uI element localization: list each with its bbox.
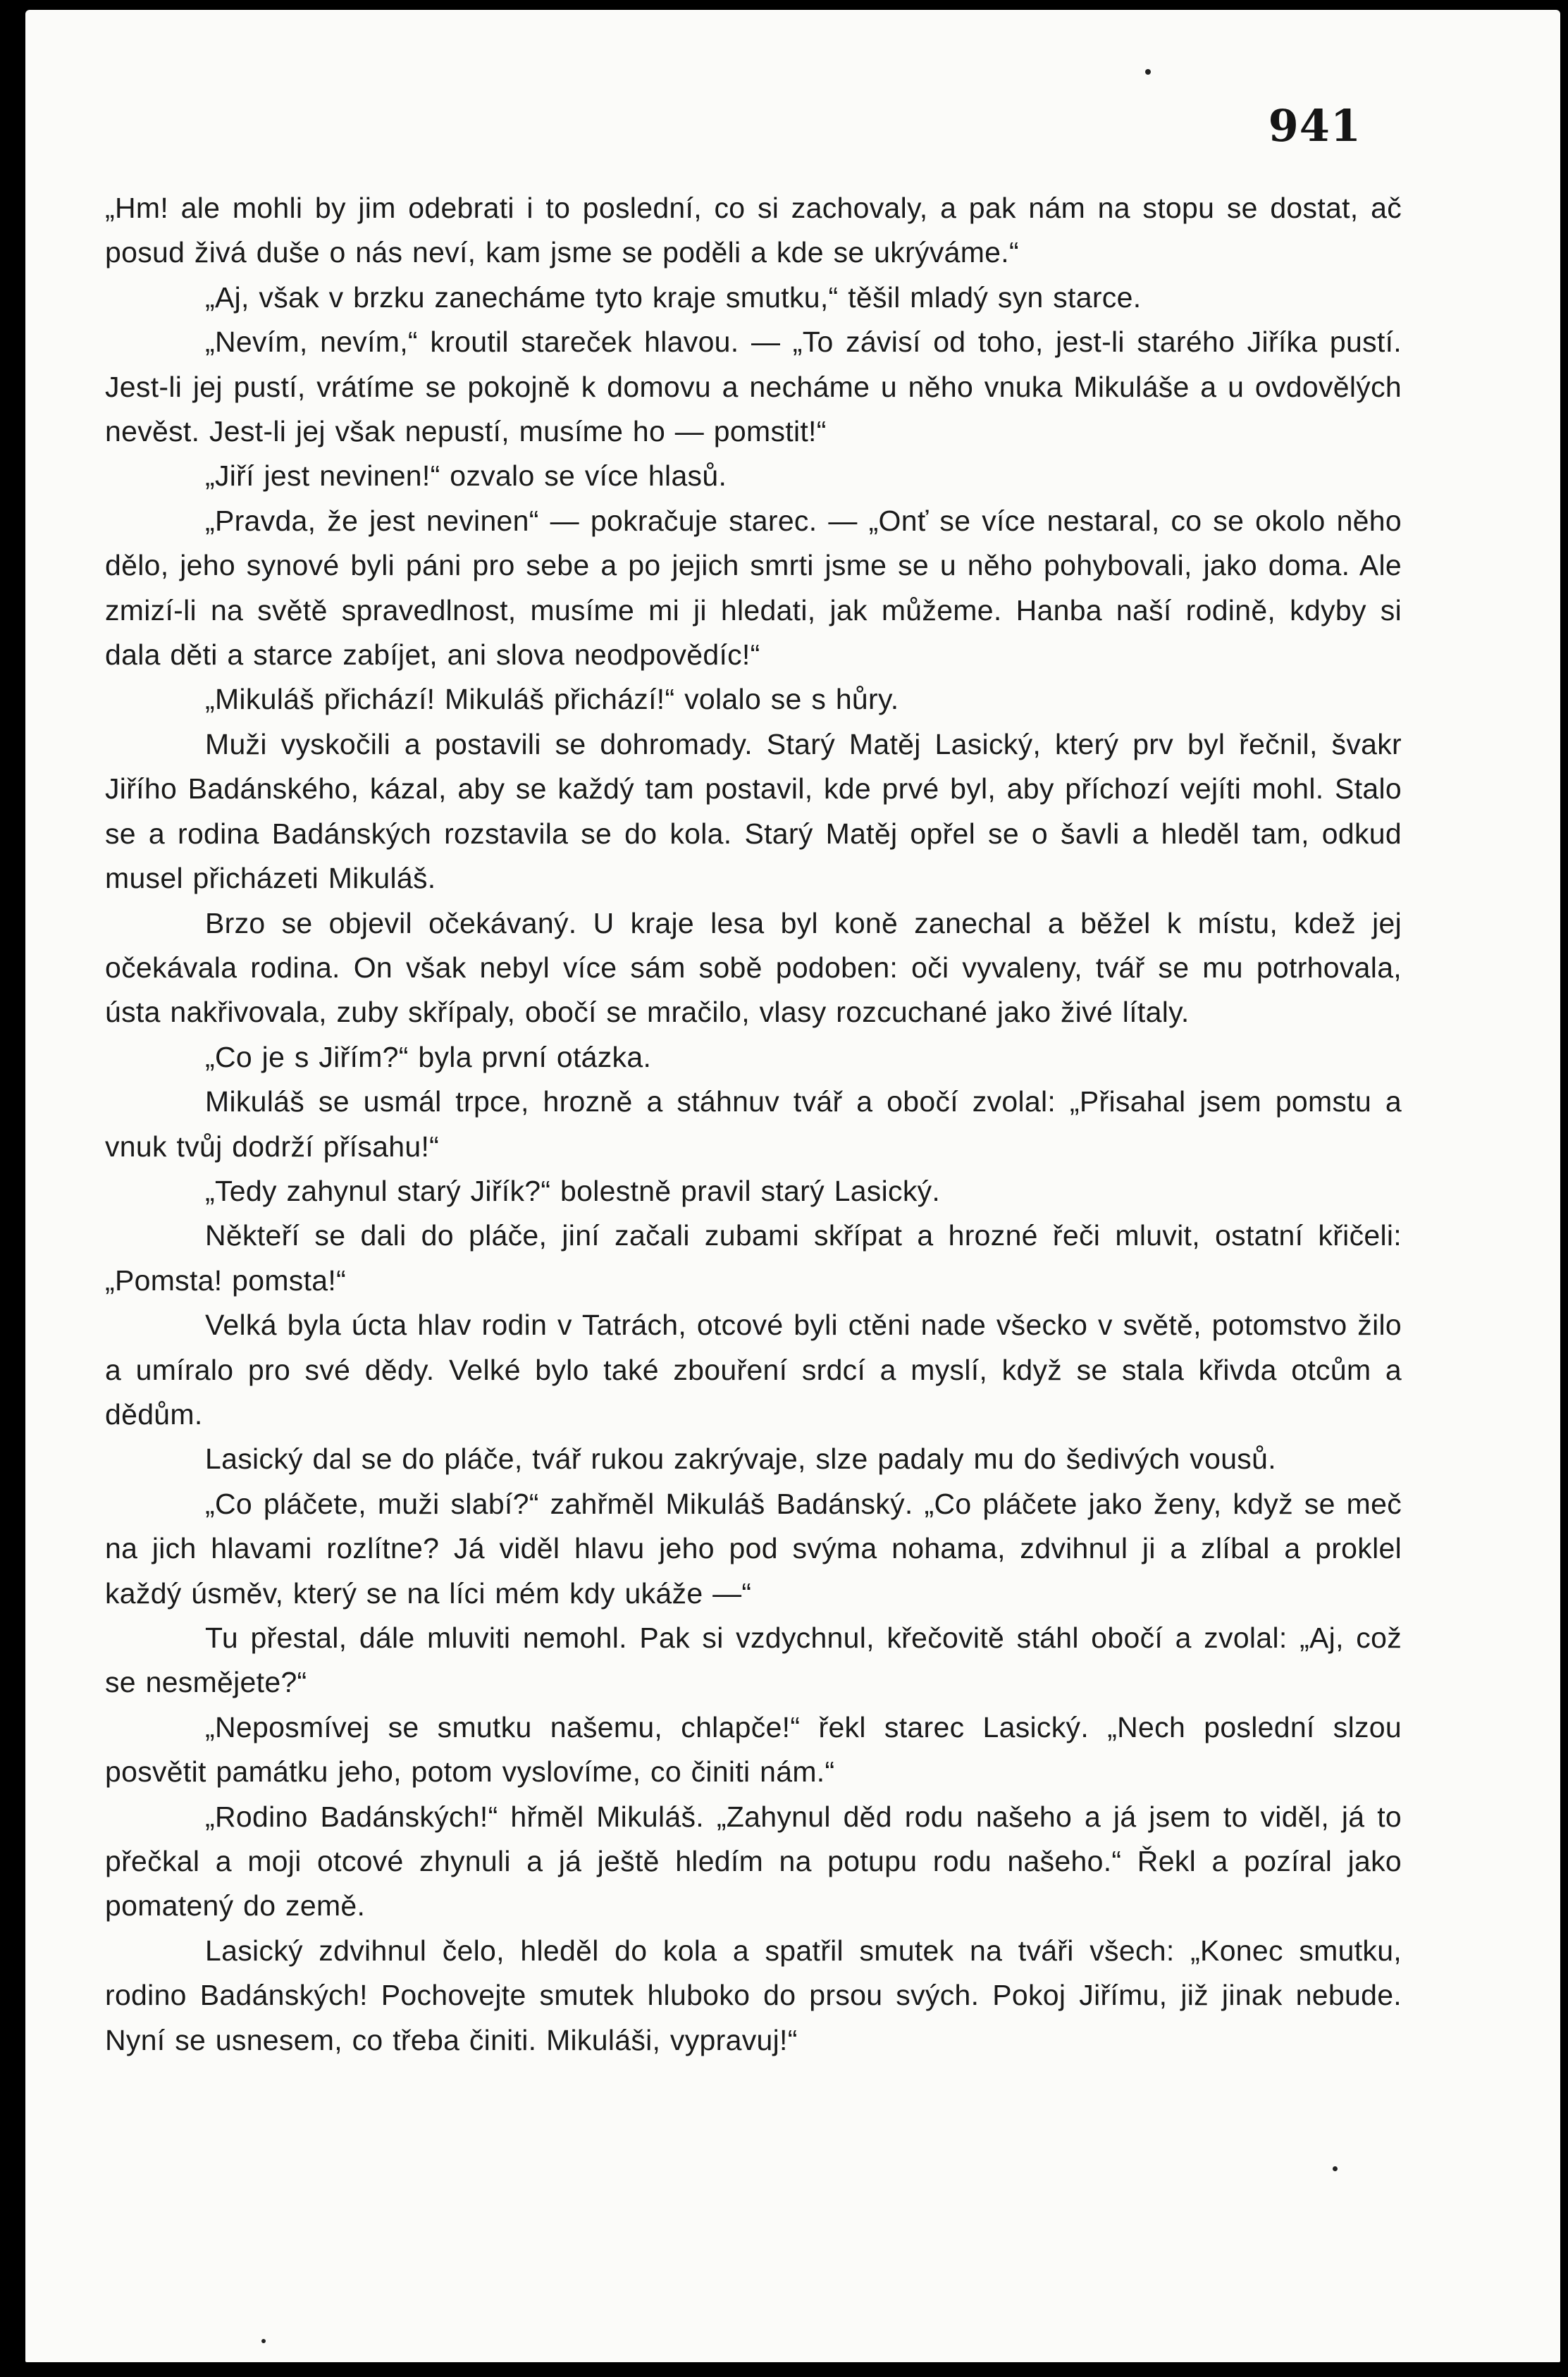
paragraph: Někteří se dali do pláče, jiní začali zubami skřípat a hrozné řeči mluvit, ostatní křičeli: „Pomsta! pomsta!“: [105, 1219, 1402, 1297]
paragraph: „Co je s Jiřím?“ byla první otázka.: [205, 1040, 652, 1073]
ink-speck: [261, 2339, 266, 2343]
paragraph: „Neposmívej se smutku našemu, chlapče!“ řekl starec Lasický. „Nech poslední slzou posvětit památku jeho, potom vyslovíme, co činiti nám.“: [105, 1710, 1402, 1789]
paragraph: Tu přestal, dále mluviti nemohl. Pak si vzdychnul, křečovitě stáhl obočí a zvolal: „Aj, což se nesmějete?“: [105, 1622, 1402, 1699]
paragraph: Velká byla úcta hlav rodin v Tatrách, otcové byli ctěni nade všecko v světě, potomstvo žilo a umíralo pro své dědy. Velké bylo také zbouření srdcí a myslí, když se stala křivda otcům a dědům.: [105, 1309, 1402, 1431]
ink-speck: [1333, 2166, 1338, 2171]
page-number: 941: [1268, 100, 1362, 152]
paragraph: Brzo se objevil očekávaný. U kraje lesa byl koně zanechal a běžel k místu, kdež jej očekávala rodina. On však nebyl více sám sobě podoben: oči vyvaleny, tvář se mu potrhovala, ústa nakřivovala, zuby skřípaly, obočí se mračilo, vlasy rozcuchané jako živé lítaly.: [105, 906, 1402, 1029]
paragraph: „Mikuláš přichází! Mikuláš přichází!“ volalo se s hůry.: [205, 683, 899, 716]
paragraph: „Jiří jest nevinen!“ ozvalo se více hlasů.: [205, 459, 727, 493]
paragraph: „Aj, však v brzku zanecháme tyto kraje smutku,“ těšil mladý syn starce.: [205, 280, 1142, 314]
paragraph: Lasický zdvihnul čelo, hleděl do kola a spatřil smutek na tváři všech: „Konec smutku, rodino Badánských! Pochovejte smutek hluboko do prsou svých. Pokoj Jiřímu, již jinak nebude. Nyní se usnesem, co třeba činiti. Mikuláši, vypravuj!“: [105, 1934, 1402, 2056]
paragraph: Mikuláš se usmál trpce, hrozně a stáhnuv tvář a obočí zvolal: „Přisahal jsem pomstu a vnuk tvůj dodrží přísahu!“: [105, 1085, 1402, 1163]
paragraph: Muži vyskočili a postavili se dohromady. Starý Matěj Lasický, který prv byl řečnil, švakr Jiřího Badánského, kázal, aby se každý tam postavil, kde prvé byl, aby příchozí vejíti mohl. Stalo se a rodina Badánských rozstavila se do kola. Starý Matěj opřel se o šavli a hleděl tam, odkud musel přicházeti Mikuláš.: [105, 727, 1402, 895]
paragraph: Lasický dal se do pláče, tvář rukou zakrývaje, slze padaly mu do šedivých vousů.: [205, 1443, 1276, 1476]
book-page: [25, 10, 1560, 2362]
paragraph: „Hm! ale mohli by jim odebrati i to poslední, co si zachovaly, a pak nám na stopu se dostat, ač posud živá duše o nás neví, kam jsme se poděli a kde se ukrýváme.“: [105, 192, 1402, 269]
ink-speck: [1145, 69, 1151, 75]
text-body: [105, 186, 1402, 2063]
paragraph: „Co pláčete, muži slabí?“ zahřměl Mikuláš Badánský. „Co pláčete jako ženy, když se meč na jich hlavami rozlítne? Já viděl hlavu jeho pod svýma nohama, zdvihnul ji a zlíbal a proklel každý úsměv, který se na líci mém kdy ukáže —“: [105, 1487, 1402, 1610]
paragraph: „Pravda, že jest nevinen“ — pokračuje starec. — „Onť se více nestaral, co se okolo něho dělo, jeho synové byli páni pro sebe a po jejich smrti jsme se u něho pohybovali, jako doma. Ale zmizí-li na světě spravedlnost, musíme mi ji hledati, jak můžeme. Hanba naší rodině, kdyby si dala děti a starce zabíjet, ani slova neodpovědíc!“: [105, 504, 1402, 672]
paragraph: „Nevím, nevím,“ kroutil stareček hlavou. — „To závisí od toho, jest-li starého Jiříka pustí. Jest-li jej pustí, vrátíme se pokojně k domovu a necháme u něho vnuka Mikuláše a u ovdovělých nevěst. Jest-li jej však nepustí, musíme ho — pomstit!“: [105, 326, 1402, 448]
paragraph: „Tedy zahynul starý Jiřík?“ bolestně pravil starý Lasický.: [205, 1174, 941, 1207]
paragraph: „Rodino Badánských!“ hřměl Mikuláš. „Zahynul děd rodu našeho a já jsem to viděl, já to přečkal a moji otcové zhynuli a já ještě hledím na potupu rodu našeho.“ Řekl a pozíral jako pomatený do země.: [105, 1800, 1402, 1922]
